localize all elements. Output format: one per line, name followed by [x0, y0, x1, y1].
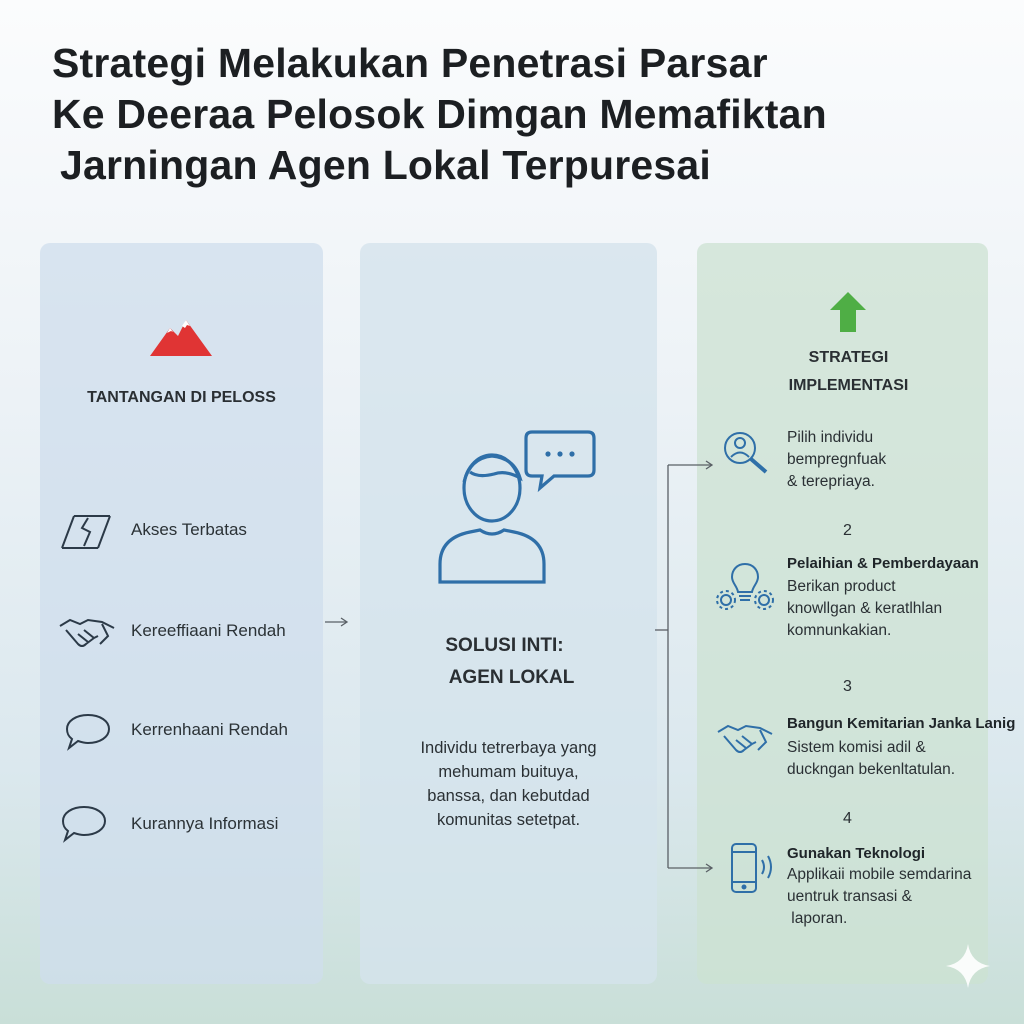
- solution-heading-line-2: AGEN LOKAL: [448, 667, 575, 688]
- strategy-heading-line-1: STRATEGI: [808, 349, 889, 366]
- step-4-title: Gunakan Teknologi: [787, 845, 926, 862]
- mobile-phone-icon: [728, 842, 780, 901]
- step-3-line-1: Sistem komisi adil &: [787, 739, 926, 756]
- up-arrow-icon: [828, 290, 868, 339]
- challenges-heading: TANTANGAN DI PELOSS: [87, 389, 276, 406]
- search-person-icon: [720, 428, 772, 481]
- step-4-line-2: uentruk transasi &: [787, 888, 912, 905]
- challenge-label-3: Kerrenhaani Rendah: [131, 720, 288, 739]
- title-line-1: Strategi Melakukan Penetrasi Parsar: [52, 40, 768, 86]
- strategy-heading: [697, 344, 1000, 400]
- agent-chat-icon: [430, 426, 600, 593]
- solution-description: [360, 736, 657, 832]
- step-2-line-1: Berikan product: [787, 578, 896, 595]
- step-4-description: [787, 864, 971, 930]
- handshake-icon: [716, 720, 774, 763]
- step-2-description: [787, 576, 942, 642]
- title-line-3: Jarningan Agen Lokal Terpuresai: [60, 142, 711, 188]
- step-3-title: Bangun Kemitarian Janka Lanig: [787, 715, 1016, 732]
- challenge-label-2: Kereeffiaani Rendah: [131, 621, 286, 640]
- sparkle-icon: [944, 942, 992, 995]
- step-3-number: 3: [843, 678, 852, 695]
- solution-heading: [360, 630, 657, 694]
- step-1-description: [787, 427, 886, 493]
- challenge-label-4: Kurannya Informasi: [131, 814, 279, 833]
- step-2-number: 2: [843, 522, 852, 539]
- lightbulb-gears-icon: [714, 560, 776, 617]
- step-2-title: Pelaihian & Pemberdayaan: [787, 555, 979, 572]
- step-1-line-3: & terepriaya.: [787, 473, 875, 490]
- step-3-line-2: duckngan bekenltatulan.: [787, 761, 956, 778]
- solution-line-2: mehumam buituya,: [438, 763, 579, 781]
- solution-line-1: Individu tetrerbaya yang: [420, 739, 597, 757]
- step-4-line-3: laporan.: [787, 910, 848, 927]
- step-2-line-3: komnunkakian.: [787, 622, 892, 639]
- step-3-description: [787, 737, 955, 781]
- strategy-heading-line-2: IMPLEMENTASI: [788, 377, 909, 394]
- step-4-number: 4: [843, 810, 852, 827]
- solution-heading-line-1: SOLUSI INTI:: [445, 635, 564, 656]
- step-1-line-2: bempregnfuak: [787, 451, 887, 468]
- solution-line-4: komunitas setetpat.: [436, 811, 581, 829]
- challenge-label-1: Akses Terbatas: [131, 520, 247, 539]
- step-2-line-2: knowllgan & keratlhlan: [787, 600, 943, 617]
- solution-line-3: banssa, dan kebutdad: [427, 787, 590, 805]
- step-4-line-1: Applikaii mobile semdarina: [787, 866, 972, 883]
- step-1-line-1: Pilih individu: [787, 429, 874, 446]
- title-line-2: Ke Deeraa Pelosok Dimgan Memafiktan: [52, 91, 827, 137]
